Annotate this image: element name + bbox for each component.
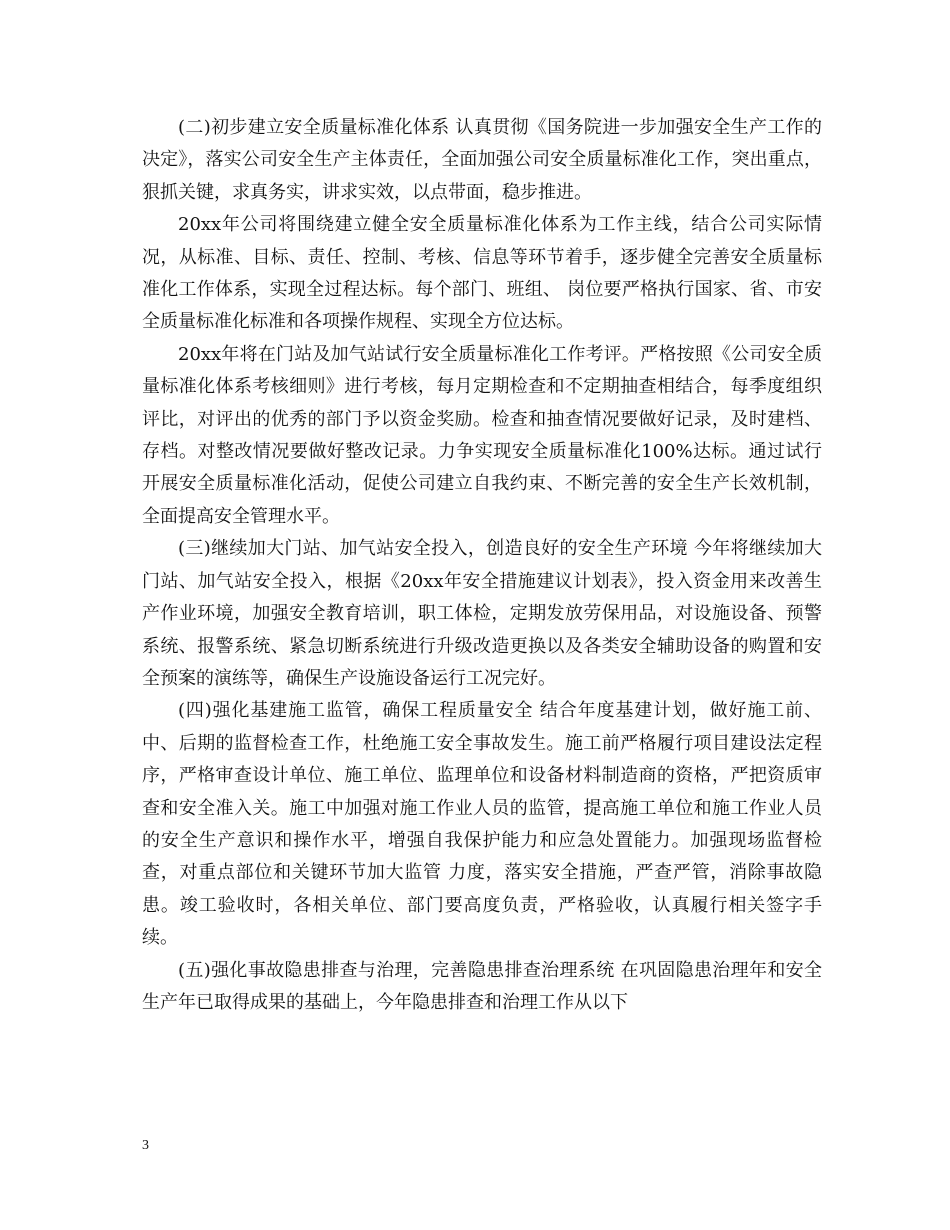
paragraph-construction-supervision: (四)强化基建施工监管，确保工程质量安全 结合年度基建计划，做好施工前、中、后期的监督检查工作，杜绝施工安全事故发生。施工前严格履行项目建设法定程序，严格审查设计单位、施工单位、监理单位和设备材料制造商的资格，严把资质审查和安全准入关。施工中加强对施工作业人员的监管，提高施工单位和施工作业人员的安全生产意识和操作水平，增强自我保护能力和应急处置能力。加强现场监督检查，对重点部位和关键环节加大监管 力度，落实安全措施，严查严管，消除事故隐患。竣工验收时，各相关单位、部门要高度负责，严格验收，认真履行相关签字手续。 <box>142 700 822 949</box>
paragraph-hazard-investigation: (五)强化事故隐患排查与治理，完善隐患排查治理系统 在巩固隐患治理年和安全生产年已取得成果的基础上，今年隐患排查和治理工作从以下 <box>142 959 822 1013</box>
paragraph-standardization-system: (二)初步建立安全质量标准化体系 认真贯彻《国务院进一步加强安全生产工作的决定》，落实公司安全生产主体责任，全面加强公司安全质量标准化工作，突出重点，狠抓关键，求真务实，讲求实效，以点带面，稳步推进。 <box>142 117 822 203</box>
paragraph-safety-investment: (三)继续加大门站、加气站安全投入，创造良好的安全生产环境 今年将继续加大门站、加气站安全投入，根据《20xx年安全措施建议计划表》，投入资金用来改善生产作业环境，加强安全教育培训，职工体检，定期发放劳保用品，对设施设备、预警系统、报警系统、紧急切断系统进行升级改造更换以及各类安全辅助设备的购置和安全预案的演练等，确保生产设施设备运行工况完好。 <box>142 538 822 689</box>
page-number: 3 <box>142 1138 149 1153</box>
paragraph-standardization-plan: 20xx年公司将围绕建立健全安全质量标准化体系为工作主线，结合公司实际情况，从标准、目标、责任、控制、考核、信息等环节着手，逐步健全完善安全质量标准化工作体系，实现全过程达标。每个部门、班组、 岗位要严格执行国家、省、市安全质量标准化标准和各项操作规程、实现全方位达标。 <box>142 214 822 333</box>
document-body <box>142 112 822 1019</box>
paragraph-standardization-evaluation: 20xx年将在门站及加气站试行安全质量标准化工作考评。严格按照《公司安全质量标准化体系考核细则》进行考核，每月定期检查和不定期抽查相结合，每季度组织评比，对评出的优秀的部门予以资金奖励。检查和抽查情况要做好记录，及时建档、存档。对整改情况要做好整改记录。力争实现安全质量标准化100%达标。通过试行开展安全质量标准化活动，促使公司建立自我约束、不断完善的安全生产长效机制，全面提高安全管理水平。 <box>142 343 822 527</box>
